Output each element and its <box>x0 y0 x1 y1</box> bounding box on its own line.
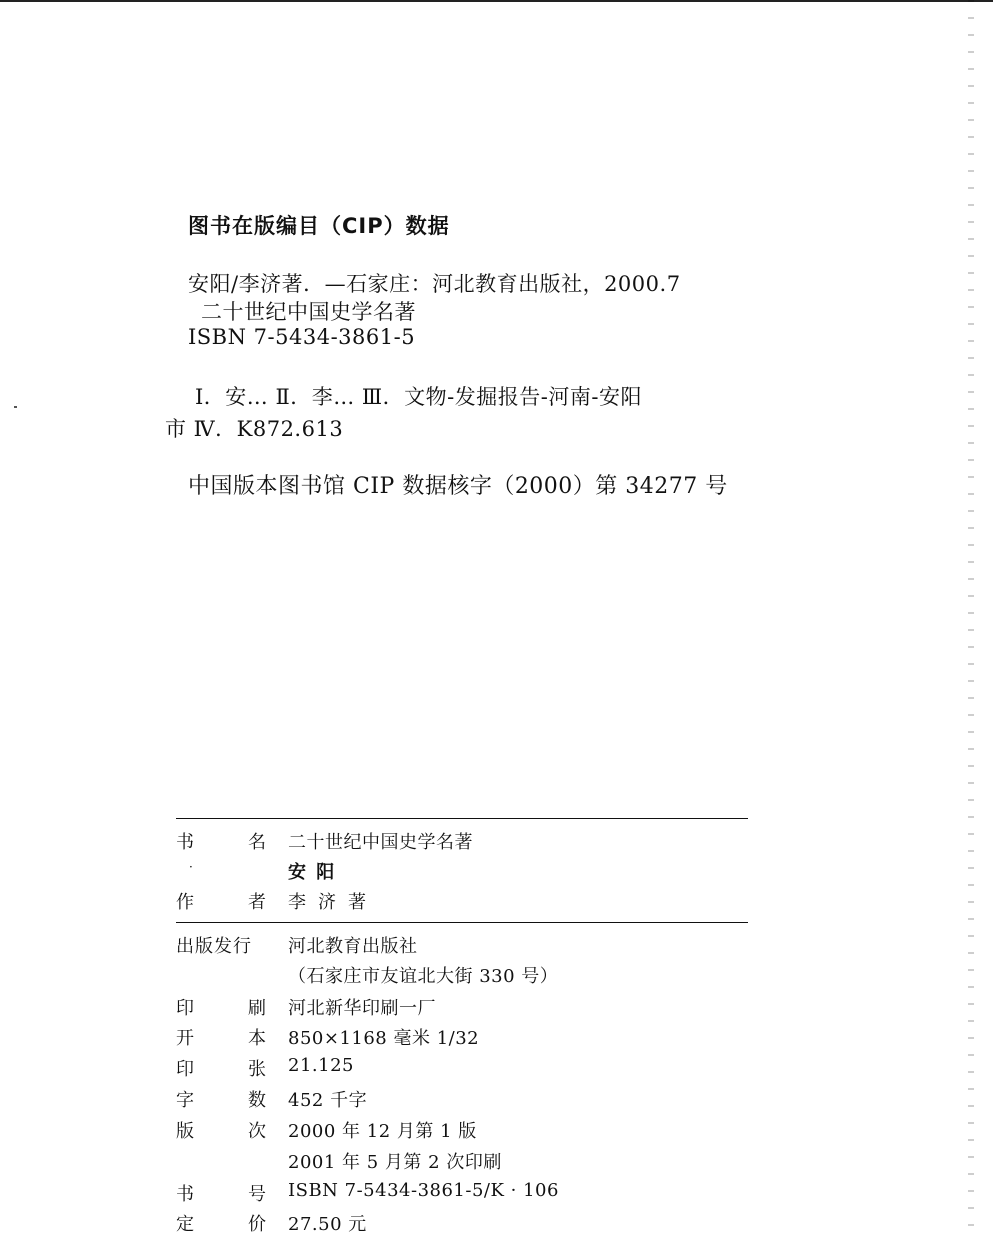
colophon-row-price <box>176 1210 748 1238</box>
scan-speck <box>14 406 17 408</box>
book-number-value: ISBN 7-5434-3861-5/K · 106 <box>288 1180 559 1201</box>
publisher-name: 河北教育出版社 <box>288 936 418 957</box>
row-label <box>176 1117 266 1143</box>
scan-edge-shadow <box>968 0 974 1241</box>
page-top-edge <box>0 0 993 2</box>
reprint-value: 2001 年 5 月第 2 次印刷 <box>288 1152 502 1173</box>
row-label <box>176 994 266 1020</box>
colophon-row-format <box>176 1024 748 1052</box>
row-label <box>176 1055 266 1081</box>
series-name: 二十世纪中国史学名著 <box>288 832 473 853</box>
label-char: 版 <box>176 1121 194 1142</box>
printer-name: 河北新华印刷一厂 <box>288 998 436 1019</box>
label-char: 作 <box>176 892 194 913</box>
format-value: 850×1168 毫米 1/32 <box>288 1028 480 1049</box>
word-count-value: 452 千字 <box>288 1090 368 1111</box>
label-char: 次 <box>248 1121 266 1142</box>
row-label: 出版发行 <box>176 936 252 957</box>
row-label <box>176 1086 266 1112</box>
label-char: 刷 <box>248 998 266 1019</box>
label-char: 名 <box>248 832 266 853</box>
colophon-row-title <box>176 858 748 886</box>
price-value: 27.50 元 <box>288 1214 367 1235</box>
label-char: 印 <box>176 1059 194 1080</box>
row-label <box>176 1210 266 1236</box>
colophon-row-printer <box>176 994 748 1022</box>
colophon-row-book-number <box>176 1180 748 1208</box>
label-char: 定 <box>176 1214 194 1235</box>
row-label <box>176 828 266 854</box>
row-label <box>176 1180 266 1206</box>
colophon-row-reprint <box>176 1148 748 1176</box>
colophon-row-author <box>176 888 748 916</box>
label-char: 号 <box>248 1184 266 1205</box>
label-char: 字 <box>176 1090 194 1111</box>
dot-mark: · <box>189 860 193 874</box>
publisher-address: （石家庄市友谊北大街 330 号） <box>288 966 559 987</box>
label-char: 印 <box>176 998 194 1019</box>
label-char: 开 <box>176 1028 194 1049</box>
colophon-row-sheets <box>176 1055 748 1083</box>
cip-line-subjects: Ⅰ．安… Ⅱ．李… Ⅲ．文物-发掘报告-河南-安阳 <box>195 385 642 409</box>
colophon-row-edition <box>176 1117 748 1145</box>
colophon-row-book-title <box>176 828 748 856</box>
cip-line-approval-number: 中国版本图书馆 CIP 数据核字（2000）第 34277 号 <box>188 474 728 499</box>
label-char: 数 <box>248 1090 266 1111</box>
label-char: 本 <box>248 1028 266 1049</box>
label-char: 价 <box>248 1214 266 1235</box>
row-label <box>176 888 266 914</box>
book-title: 安 阳 <box>288 862 337 883</box>
label-char: 书 <box>176 1184 194 1205</box>
edition-value: 2000 年 12 月第 1 版 <box>288 1121 477 1142</box>
author-name: 李济著 <box>288 892 378 913</box>
row-label <box>176 1024 266 1050</box>
colophon-row-publisher <box>176 932 748 960</box>
colophon-top-rule <box>176 818 748 819</box>
colophon-middle-rule <box>176 922 748 923</box>
cip-line-title-author: 安阳/李济著．—石家庄：河北教育出版社，2000.7 <box>188 272 681 296</box>
sheets-value: 21.125 <box>288 1055 354 1076</box>
colophon-row-address <box>176 962 748 990</box>
cip-line-isbn: ISBN 7-5434-3861-5 <box>188 325 416 349</box>
label-char: 书 <box>176 832 194 853</box>
label-char: 者 <box>248 892 266 913</box>
cip-line-classification: 市 Ⅳ．K872.613 <box>165 417 344 441</box>
colophon-row-word-count <box>176 1086 748 1114</box>
label-char: 张 <box>248 1059 266 1080</box>
cip-line-series: 二十世纪中国史学名著 <box>201 300 416 324</box>
cip-title: 图书在版编目（CIP）数据 <box>188 214 450 238</box>
